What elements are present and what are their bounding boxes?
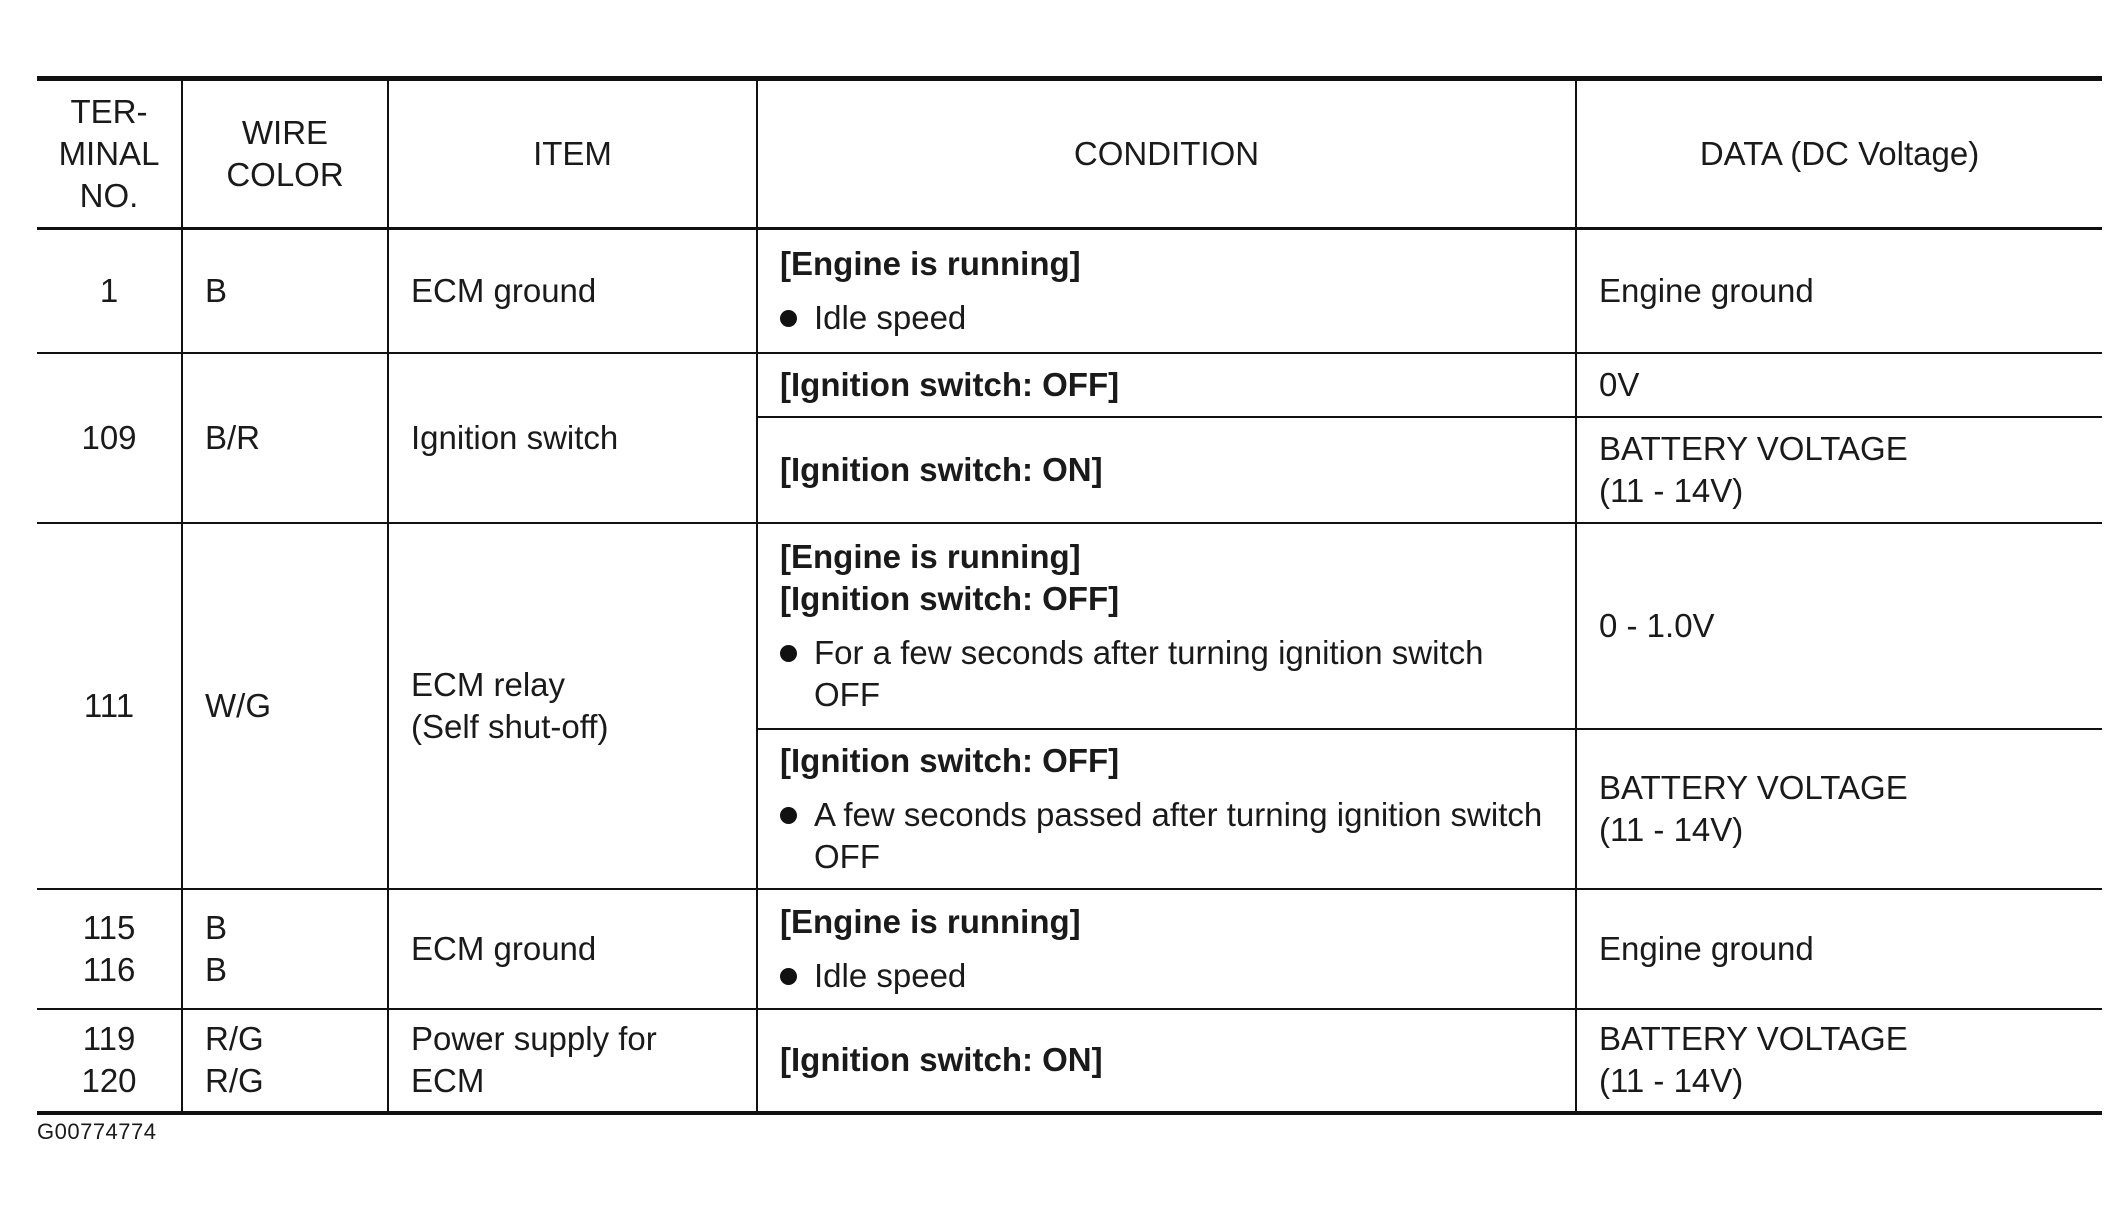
ecm-terminal-table (37, 76, 2102, 1115)
bullet-dot-icon (780, 645, 797, 662)
data-value: BATTERY VOLTAGE (11 - 14V) (1576, 729, 2102, 889)
header-data: DATA (DC Voltage) (1576, 79, 2102, 229)
bullet-dot-icon (780, 310, 797, 327)
table-row-terminal-109 (37, 353, 2102, 417)
table-header-row (37, 79, 2102, 229)
condition-bullet-text: Idle speed (814, 956, 967, 994)
item: ECM ground (388, 229, 757, 353)
condition-state: [Engine is running] (780, 902, 1081, 940)
condition (757, 523, 1576, 729)
data-value: Engine ground (1576, 229, 2102, 353)
condition (757, 417, 1576, 523)
bullet-dot-icon (780, 807, 797, 824)
header-terminal-no: TER- MINAL NO. (37, 79, 182, 229)
terminal-no: 109 (37, 353, 182, 523)
condition-state: [Ignition switch: OFF] (780, 741, 1120, 779)
condition-bullet (780, 794, 1553, 878)
data-value: 0V (1576, 353, 2102, 417)
condition-state: [Engine is running] [Ignition switch: OFF] (780, 537, 1120, 617)
wire-color: W/G (182, 523, 388, 889)
data-value: 0 - 1.0V (1576, 523, 2102, 729)
terminal-no: 111 (37, 523, 182, 889)
terminal-no: 119 120 (37, 1009, 182, 1113)
condition (757, 729, 1576, 889)
terminal-no: 1 (37, 229, 182, 353)
header-item: ITEM (388, 79, 757, 229)
condition (757, 889, 1576, 1009)
wire-color: B/R (182, 353, 388, 523)
condition-bullet-text: A few seconds passed after turning ignition switch OFF (814, 795, 1543, 875)
data-value: BATTERY VOLTAGE (11 - 14V) (1576, 1009, 2102, 1113)
header-condition: CONDITION (757, 79, 1576, 229)
item: Power supply for ECM (388, 1009, 757, 1113)
terminal-no: 115 116 (37, 889, 182, 1009)
header-wire-color: WIRE COLOR (182, 79, 388, 229)
condition-bullet (780, 632, 1553, 716)
condition-state: [Engine is running] (780, 244, 1081, 282)
condition (757, 1009, 1576, 1113)
condition (757, 229, 1576, 353)
condition-state: [Ignition switch: OFF] (780, 365, 1120, 403)
item: ECM ground (388, 889, 757, 1009)
data-value: Engine ground (1576, 889, 2102, 1009)
item: Ignition switch (388, 353, 757, 523)
table-row-terminal-115-116 (37, 889, 2102, 1009)
item: ECM relay (Self shut-off) (388, 523, 757, 889)
data-value: BATTERY VOLTAGE (11 - 14V) (1576, 417, 2102, 523)
condition-state: [Ignition switch: ON] (780, 1041, 1103, 1078)
wire-color: B (182, 229, 388, 353)
condition-state: [Ignition switch: ON] (780, 450, 1103, 488)
table-row-terminal-111 (37, 523, 2102, 729)
table-row-terminal-1 (37, 229, 2102, 353)
condition-bullet-text: For a few seconds after turning ignition switch OFF (814, 633, 1484, 713)
wire-color: B B (182, 889, 388, 1009)
bullet-dot-icon (780, 968, 797, 985)
condition-bullet-text: Idle speed (814, 298, 967, 336)
figure-id: G00774774 (37, 1119, 157, 1144)
table-row-terminal-119-120 (37, 1009, 2102, 1113)
condition-bullet (780, 955, 1553, 997)
condition-bullet (780, 297, 1553, 339)
condition (757, 353, 1576, 417)
wire-color: R/G R/G (182, 1009, 388, 1113)
